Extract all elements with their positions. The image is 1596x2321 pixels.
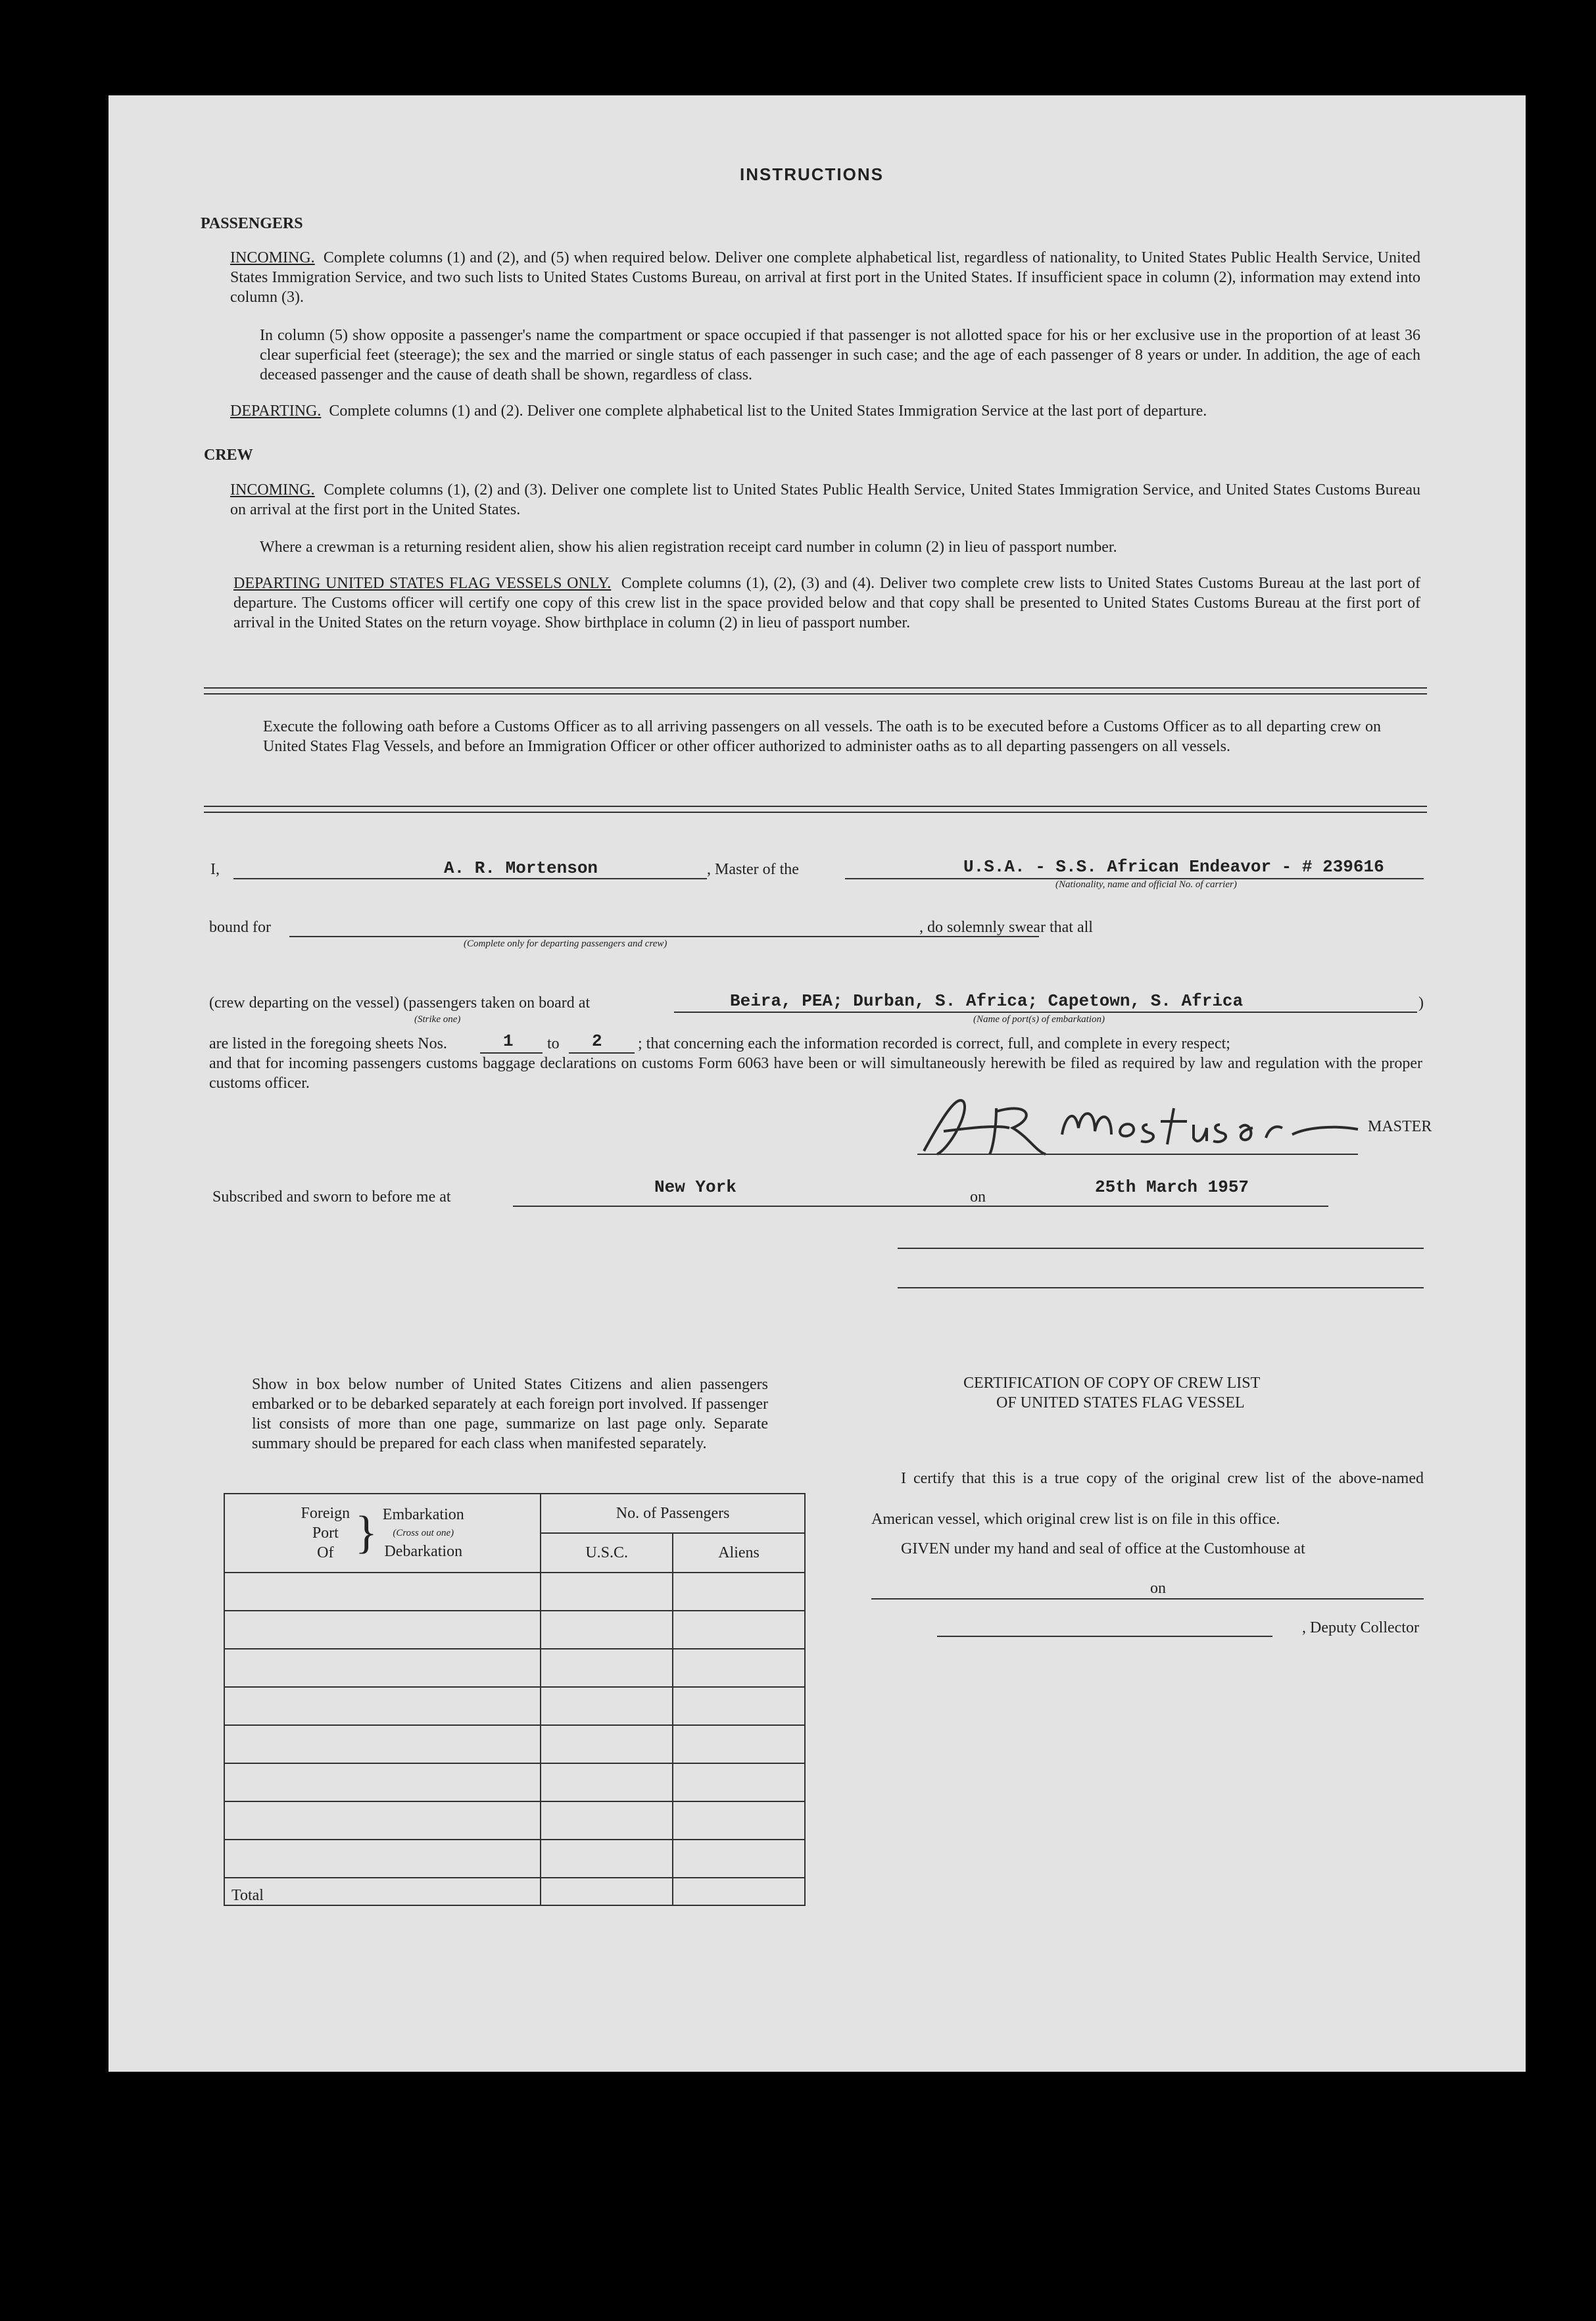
crew-heading: CREW	[204, 447, 253, 464]
passengers-departing-text: Complete columns (1) and (2). Deliver one complete alphabetical list to the United States Immigration Service at the last port of departure.	[329, 403, 1207, 420]
table-row	[224, 1763, 805, 1801]
to-label: to	[547, 1035, 560, 1052]
brace-icon: }	[355, 1507, 377, 1558]
summary-header-row	[224, 1494, 805, 1533]
table-row	[224, 1801, 805, 1840]
deputy-collector-label: , Deputy Collector	[1302, 1619, 1419, 1636]
oath-divider	[204, 806, 1427, 813]
collector-signature-line	[898, 1248, 1424, 1249]
passengers-incoming-text: Complete columns (1) and (2), and (5) when required below. Deliver one complete alphabetical list, regardless of nationality, to United States Public Health Service, United States Immigration Service, and two such lists to United States Customs Bureau, on arrival at first port in the United States. If insufficient space in column (2), information may extend into column (3).	[230, 249, 1420, 306]
passenger-summary-table	[224, 1493, 806, 1906]
crew-resident-paragraph: Where a crewman is a returning resident alien, show his alien registration receipt card number in column (2) in lieu of passport number.	[260, 539, 1117, 556]
port-label: Port	[312, 1525, 339, 1542]
certification-text: I certify that this is a true copy of the original crew list of the above-named American vessel, which original crew list is on file in this office.	[871, 1470, 1424, 1528]
crew-incoming-paragraph	[230, 480, 1420, 520]
certification-given-text: GIVEN under my hand and seal of office at the Customhouse at	[901, 1540, 1305, 1557]
oath-i-label: I,	[210, 861, 220, 878]
strike-one-caption: (Strike one)	[414, 1014, 461, 1025]
table-row	[224, 1573, 805, 1611]
sworn-date: 25th March 1957	[1095, 1177, 1249, 1197]
section-divider	[204, 687, 1427, 695]
crew-incoming-text: Complete columns (1), (2) and (3). Deliver one complete list to United States Public Health Service, United States Immigration Service, and United States Customs Bureau on arrival at the first port in the United States.	[230, 481, 1421, 518]
close-paren: )	[1418, 994, 1424, 1012]
vessel-caption: (Nationality, name and official No. of carrier)	[1055, 879, 1237, 890]
passengers-departing-paragraph	[230, 401, 1420, 421]
foreign-label: Foreign	[301, 1505, 351, 1522]
certification-on-label: on	[1148, 1578, 1169, 1598]
usc-header: U.S.C.	[541, 1533, 673, 1573]
aliens-header: Aliens	[673, 1533, 805, 1573]
oath-continuation: and that for incoming passengers customs baggage declarations on customs Form 6063 have been or will simultaneously herewith be filed as required by law and regulation with the proper customs officer.	[209, 1055, 1422, 1092]
passengers-heading: PASSENGERS	[201, 215, 303, 232]
crew-passengers-text: (crew departing on the vessel) (passengers taken on board at	[209, 994, 591, 1012]
table-row	[224, 1649, 805, 1687]
table-row	[224, 1840, 805, 1878]
subscribed-label: Subscribed and sworn to before me at	[212, 1188, 451, 1206]
crew-departing-text: Complete columns (1), (2), (3) and (4). Deliver two complete crew lists to United States Customs Bureau at the last port of departure. The Customs officer will certify one copy of this crew list in the space provided below and that copy shall be presented to United States Customs Bureau at the first port of arrival in the United States on the return voyage. Show birthplace in column (2) in lieu of passport number.	[233, 575, 1420, 631]
master-name-line	[233, 878, 707, 879]
bound-for-caption: (Complete only for departing passengers and crew)	[464, 939, 667, 949]
collector-title-line	[898, 1287, 1424, 1288]
summary-instructions: Show in box below number of United States Citizens and alien passengers embarked or to be debarked separately at each foreign port involved. If passenger list consists of more than one page, summarize on last page only. Separate summary should be prepared for each class when manifested separately.	[252, 1376, 768, 1452]
master-of-label: , Master of the	[707, 861, 799, 878]
bound-for-label: bound for	[209, 919, 271, 936]
sheets-rest: ; that concerning each the information recorded is correct, full, and complete in every respect;	[638, 1035, 1230, 1052]
master-name: A. R. Mortenson	[444, 858, 598, 878]
vessel-name: U.S.A. - S.S. African Endeavor - # 239616	[963, 857, 1384, 877]
embarkation-label: Embarkation	[382, 1506, 464, 1523]
oath-intro-paragraph: Execute the following oath before a Customs Officer as to all arriving passengers on all vessels. The oath is to be executed before a Customs Officer as to all departing crew on United States Flag Vessels, and before an Immigration Officer or other officer authorized to administer oaths as to all departing passengers on all vessels.	[263, 718, 1381, 755]
ports-of-embarkation: Beira, PEA; Durban, S. Africa; Capetown, S. Africa	[730, 991, 1244, 1011]
crew-departing-paragraph	[233, 574, 1420, 633]
master-signature	[898, 1088, 1371, 1161]
of-label: Of	[317, 1544, 334, 1561]
date-line	[996, 1206, 1328, 1207]
table-row	[224, 1687, 805, 1725]
no-of-passengers-header: No. of Passengers	[541, 1494, 805, 1533]
customhouse-line	[871, 1598, 1424, 1600]
passengers-column5-paragraph: In column (5) show opposite a passenger's name the compartment or space occupied if that passenger is not allotted space for his or her exclusive use in the proportion of at least 36 clear superficial feet (steerage); the sex and the married or single status of each passenger in such case; and the age of each passenger of 8 years or under. In addition, the age of each deceased passenger and the cause of death shall be shown, regardless of class.	[260, 327, 1420, 383]
cross-out-label: (Cross out one)	[393, 1528, 454, 1538]
table-row	[224, 1611, 805, 1649]
master-label: MASTER	[1368, 1118, 1432, 1135]
passengers-departing-label: DEPARTING.	[230, 403, 322, 420]
crew-departing-label: DEPARTING UNITED STATES FLAG VESSELS ONLY.	[233, 575, 612, 592]
total-row	[224, 1878, 805, 1905]
foreign-port-header	[224, 1494, 541, 1573]
sheet-from: 1	[503, 1031, 514, 1051]
deputy-collector-line	[937, 1636, 1272, 1637]
passengers-incoming-label: INCOMING.	[230, 249, 315, 266]
certification-title-line2: OF UNITED STATES FLAG VESSEL	[996, 1394, 1245, 1411]
table-row	[224, 1725, 805, 1763]
document-page	[109, 95, 1526, 2072]
sworn-place: New York	[654, 1177, 737, 1197]
passengers-incoming-paragraph	[230, 248, 1420, 307]
certification-title-line1: CERTIFICATION OF COPY OF CREW LIST	[963, 1375, 1261, 1392]
total-label: Total	[224, 1878, 541, 1905]
debarkation-label: Debarkation	[384, 1543, 463, 1560]
ports-line	[674, 1012, 1417, 1013]
swear-text: , do solemnly swear that all	[919, 919, 1093, 936]
crew-incoming-label: INCOMING.	[230, 481, 315, 499]
page-title: INSTRUCTIONS	[740, 164, 884, 184]
sheet-to: 2	[592, 1031, 602, 1051]
sworn-on-label: on	[970, 1188, 986, 1206]
sheets-label: are listed in the foregoing sheets Nos.	[209, 1035, 447, 1052]
ports-caption: (Name of port(s) of embarkation)	[973, 1014, 1105, 1025]
